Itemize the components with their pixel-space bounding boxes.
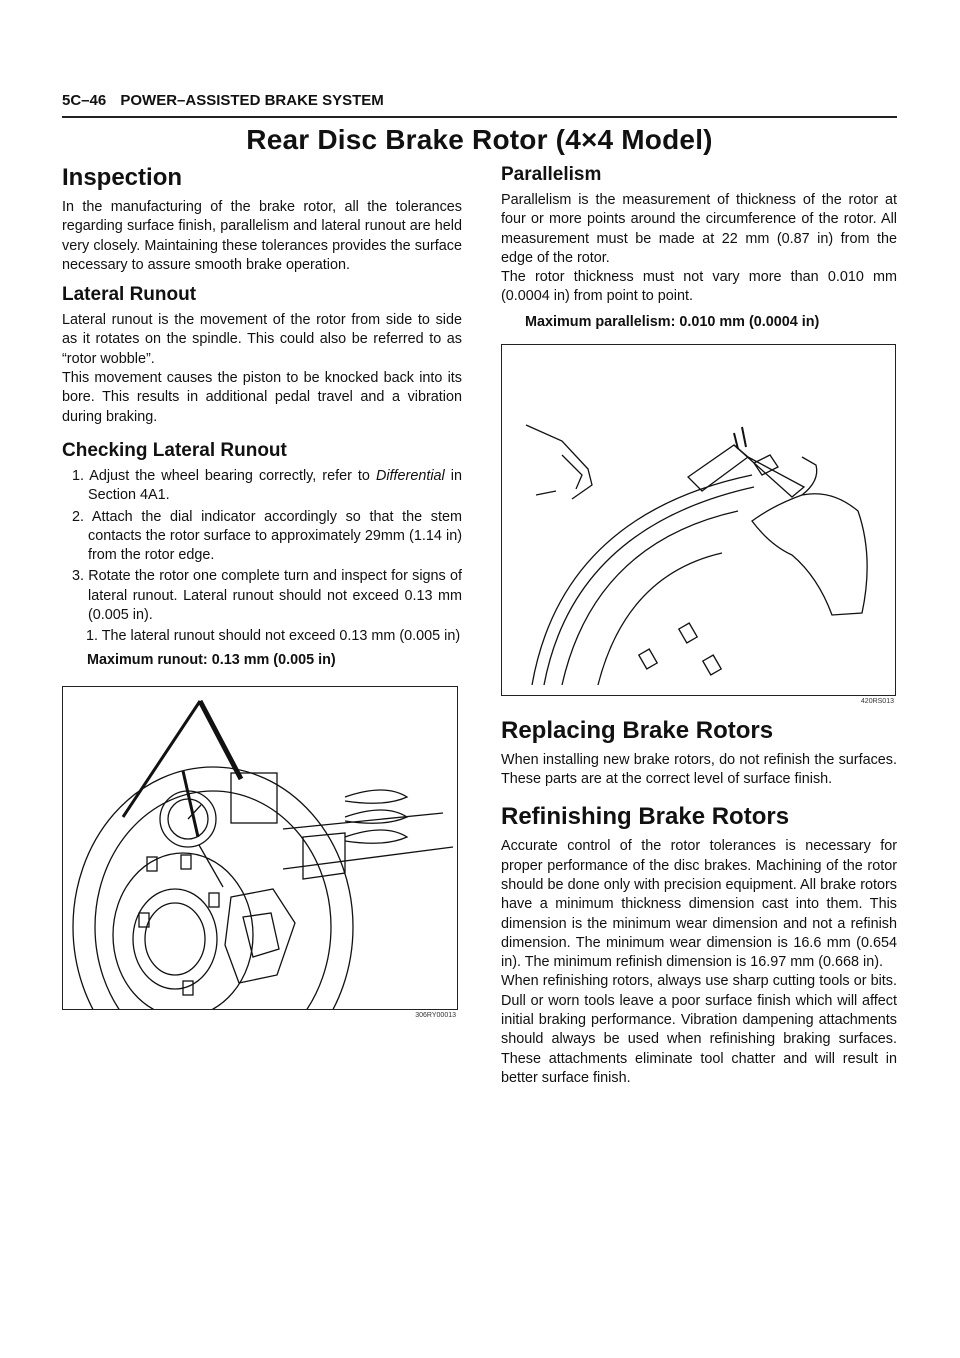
- sub-step-number: 1.: [86, 628, 99, 645]
- step-1-text: Adjust the wheel bearing correctly, refer to: [89, 467, 376, 484]
- step-2: [62, 508, 462, 566]
- max-runout-spec: Maximum runout: 0.13 mm (0.005 in): [87, 651, 336, 668]
- refinishing-text-1: Accurate control of the rotor tolerances is necessary for proper performance of the disc brakes. Machining of the rotor should be done only with precision equipment. All brake rotors have a minimum thickness dimension cast into them. This dimension is the minimum wear dimension and not a refinish dimension. The minimum wear dimension is 16.6 mm (0.654 in). The minimum refinish dimension is 16.97 mm (0.668 in).: [501, 838, 897, 971]
- runout-figure-caption: 306RY00013: [415, 1011, 456, 1019]
- step-1-text-end: in Section 4A1.: [88, 467, 462, 504]
- replacing-text: When installing new brake rotors, do not refinish the surfaces. These parts are at the correct level of surface finish.: [501, 751, 897, 788]
- inspection-text: In the manufacturing of the brake rotor, all the tolerances regarding surface finish, parallelism and lateral runout are held very closely. Maintaining these tolerances provides the surface necessary to assure smooth brake operation.: [62, 199, 462, 273]
- step-1-reference: Differential: [375, 467, 445, 484]
- micrometer-illustration: [502, 345, 895, 695]
- parallelism-text-2: The rotor thickness must not vary more than 0.010 mm (0.0004 in) from point to point.: [501, 269, 897, 305]
- step-2-text: Attach the dial indicator accordingly so that the stem contacts the rotor surface to approximately 29mm (1.14 in) from the rotor edge.: [88, 508, 462, 564]
- checking-heading: Checking Lateral Runout: [62, 439, 287, 461]
- lateral-runout-text-2: This movement causes the piston to be knocked back into its bore. This results in additional pedal travel and a vibration during braking.: [62, 370, 462, 425]
- sub-step-text: The lateral runout should not exceed 0.13 mm (0.005 in): [101, 628, 461, 645]
- lateral-runout-text-1: Lateral runout is the movement of the rotor from side to side as it rotates on the spindle. This could also be referred to as “rotor wobble”.: [62, 312, 462, 367]
- right-column: [501, 164, 897, 1088]
- inspection-heading: Inspection: [62, 164, 183, 191]
- page-header: [62, 92, 897, 116]
- replacing-heading: Replacing Brake Rotors: [501, 716, 774, 744]
- step-1: [62, 467, 462, 506]
- lateral-runout-heading: Lateral Runout: [62, 284, 197, 306]
- left-column: [62, 164, 462, 1019]
- dial-indicator-illustration: [63, 687, 457, 1009]
- step-3-number: 3.: [72, 568, 85, 585]
- page-title: Rear Disc Brake Rotor (4×4 Model): [246, 124, 713, 155]
- parallelism-figure-caption: 420RS013: [860, 697, 894, 705]
- refinishing-heading: Refinishing Brake Rotors: [501, 803, 790, 831]
- runout-figure: [62, 686, 458, 1010]
- step-3: [62, 567, 462, 625]
- max-parallelism-spec: Maximum parallelism: 0.010 mm (0.0004 in): [525, 313, 820, 330]
- parallelism-heading: Parallelism: [501, 164, 602, 185]
- page-number: 5C–46: [62, 92, 107, 109]
- step-3-text: Rotate the rotor one complete turn and inspect for signs of lateral runout. Lateral runout should not exceed 0.13 mm (0.005 in).: [88, 568, 463, 624]
- parallelism-text-1: Parallelism is the measurement of thickness of the rotor at four or more points around the circumference of the rotor. All measurement must be made at 22 mm (0.87 in) from the edge of the rotor.: [501, 192, 897, 266]
- section-title: POWER–ASSISTED BRAKE SYSTEM: [120, 92, 384, 109]
- checking-steps: [62, 467, 462, 647]
- refinishing-text-2: When refinishing rotors, always use sharp cutting tools or bits. Dull or worn tools leave a poor surface finish which will affect initial braking performance. Vibration dampening attachments should always be used when refinishing braking surfaces. These attachments eliminate tool chatter and will result in better surface finish.: [501, 973, 897, 1086]
- sub-step-1: [62, 627, 462, 646]
- parallelism-figure: [501, 344, 896, 696]
- step-2-number: 2.: [72, 508, 85, 525]
- header-rule: [62, 116, 897, 118]
- step-1-number: 1.: [72, 467, 85, 484]
